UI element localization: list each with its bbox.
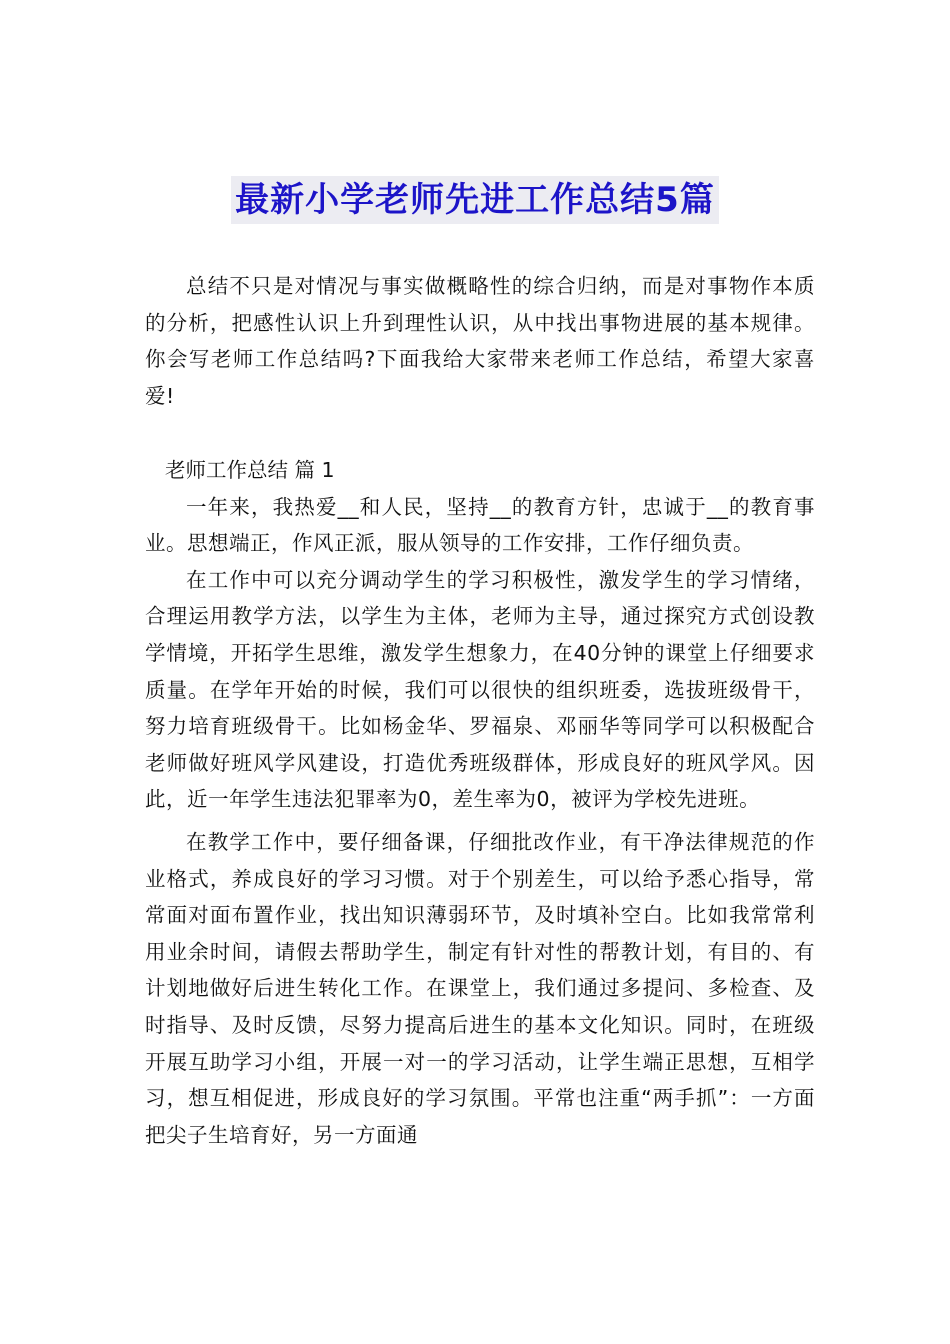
intro-paragraph: 总结不只是对情况与事实做概略性的综合归纳，而是对事物作本质的分析，把感性认识上升到理性认识，从中找出事物进展的基本规律。你会写老师工作总结吗?下面我给大家带来老师工作总结，希望大家喜爱! <box>145 274 815 408</box>
body-paragraph: 在工作中可以充分调动学生的学习积极性，激发学生的学习情绪，合理运用教学方法，以学生为主体，老师为主导，通过探究方式创设教学情境，开拓学生思维，激发学生想象力，在40分钟的课堂上仔细要求质量。在学年开始的时候，我们可以很快的组织班委，选拔班级骨干，努力培育班级骨干。比如杨金华、罗福泉、邓丽华等同学可以积极配合老师做好班风学风建设，打造优秀班级群体，形成良好的班风学风。因此，近一年学生违法犯罪率为0，差生率为0，被评为学校先进班。 <box>145 567 815 812</box>
section-heading: 老师工作总结 篇 1 <box>165 458 335 482</box>
intro-block <box>145 268 815 414</box>
title-container <box>0 176 950 224</box>
body-paragraph: 一年来，我热爱__和人民，坚持__的教育方针，忠诚于__的教育事业。思想端正，作风正派，服从领导的工作安排，工作仔细负责。 <box>145 494 815 556</box>
body-paragraph: 在教学工作中，要仔细备课，仔细批改作业，有干净法律规范的作业格式，养成良好的学习习惯。对于个别差生，可以给予悉心指导，常常面对面布置作业，找出知识薄弱环节，及时填补空白。比如我常常利用业余时间，请假去帮助学生，制定有针对性的帮教计划，有目的、有计划地做好后进生转化工作。在课堂上，我们通过多提问、多检查、及时指导、及时反馈，尽努力提高后进生的基本文化知识。同时，在班级开展互助学习小组，开展一对一的学习活动，让学生端正思想，互相学习，想互相促进，形成良好的学习氛围。平常也注重“两手抓”：一方面把尖子生培育好，另一方面通 <box>145 829 815 1147</box>
section-1 <box>145 452 815 1153</box>
document-title: 最新小学老师先进工作总结5篇 <box>231 176 719 224</box>
